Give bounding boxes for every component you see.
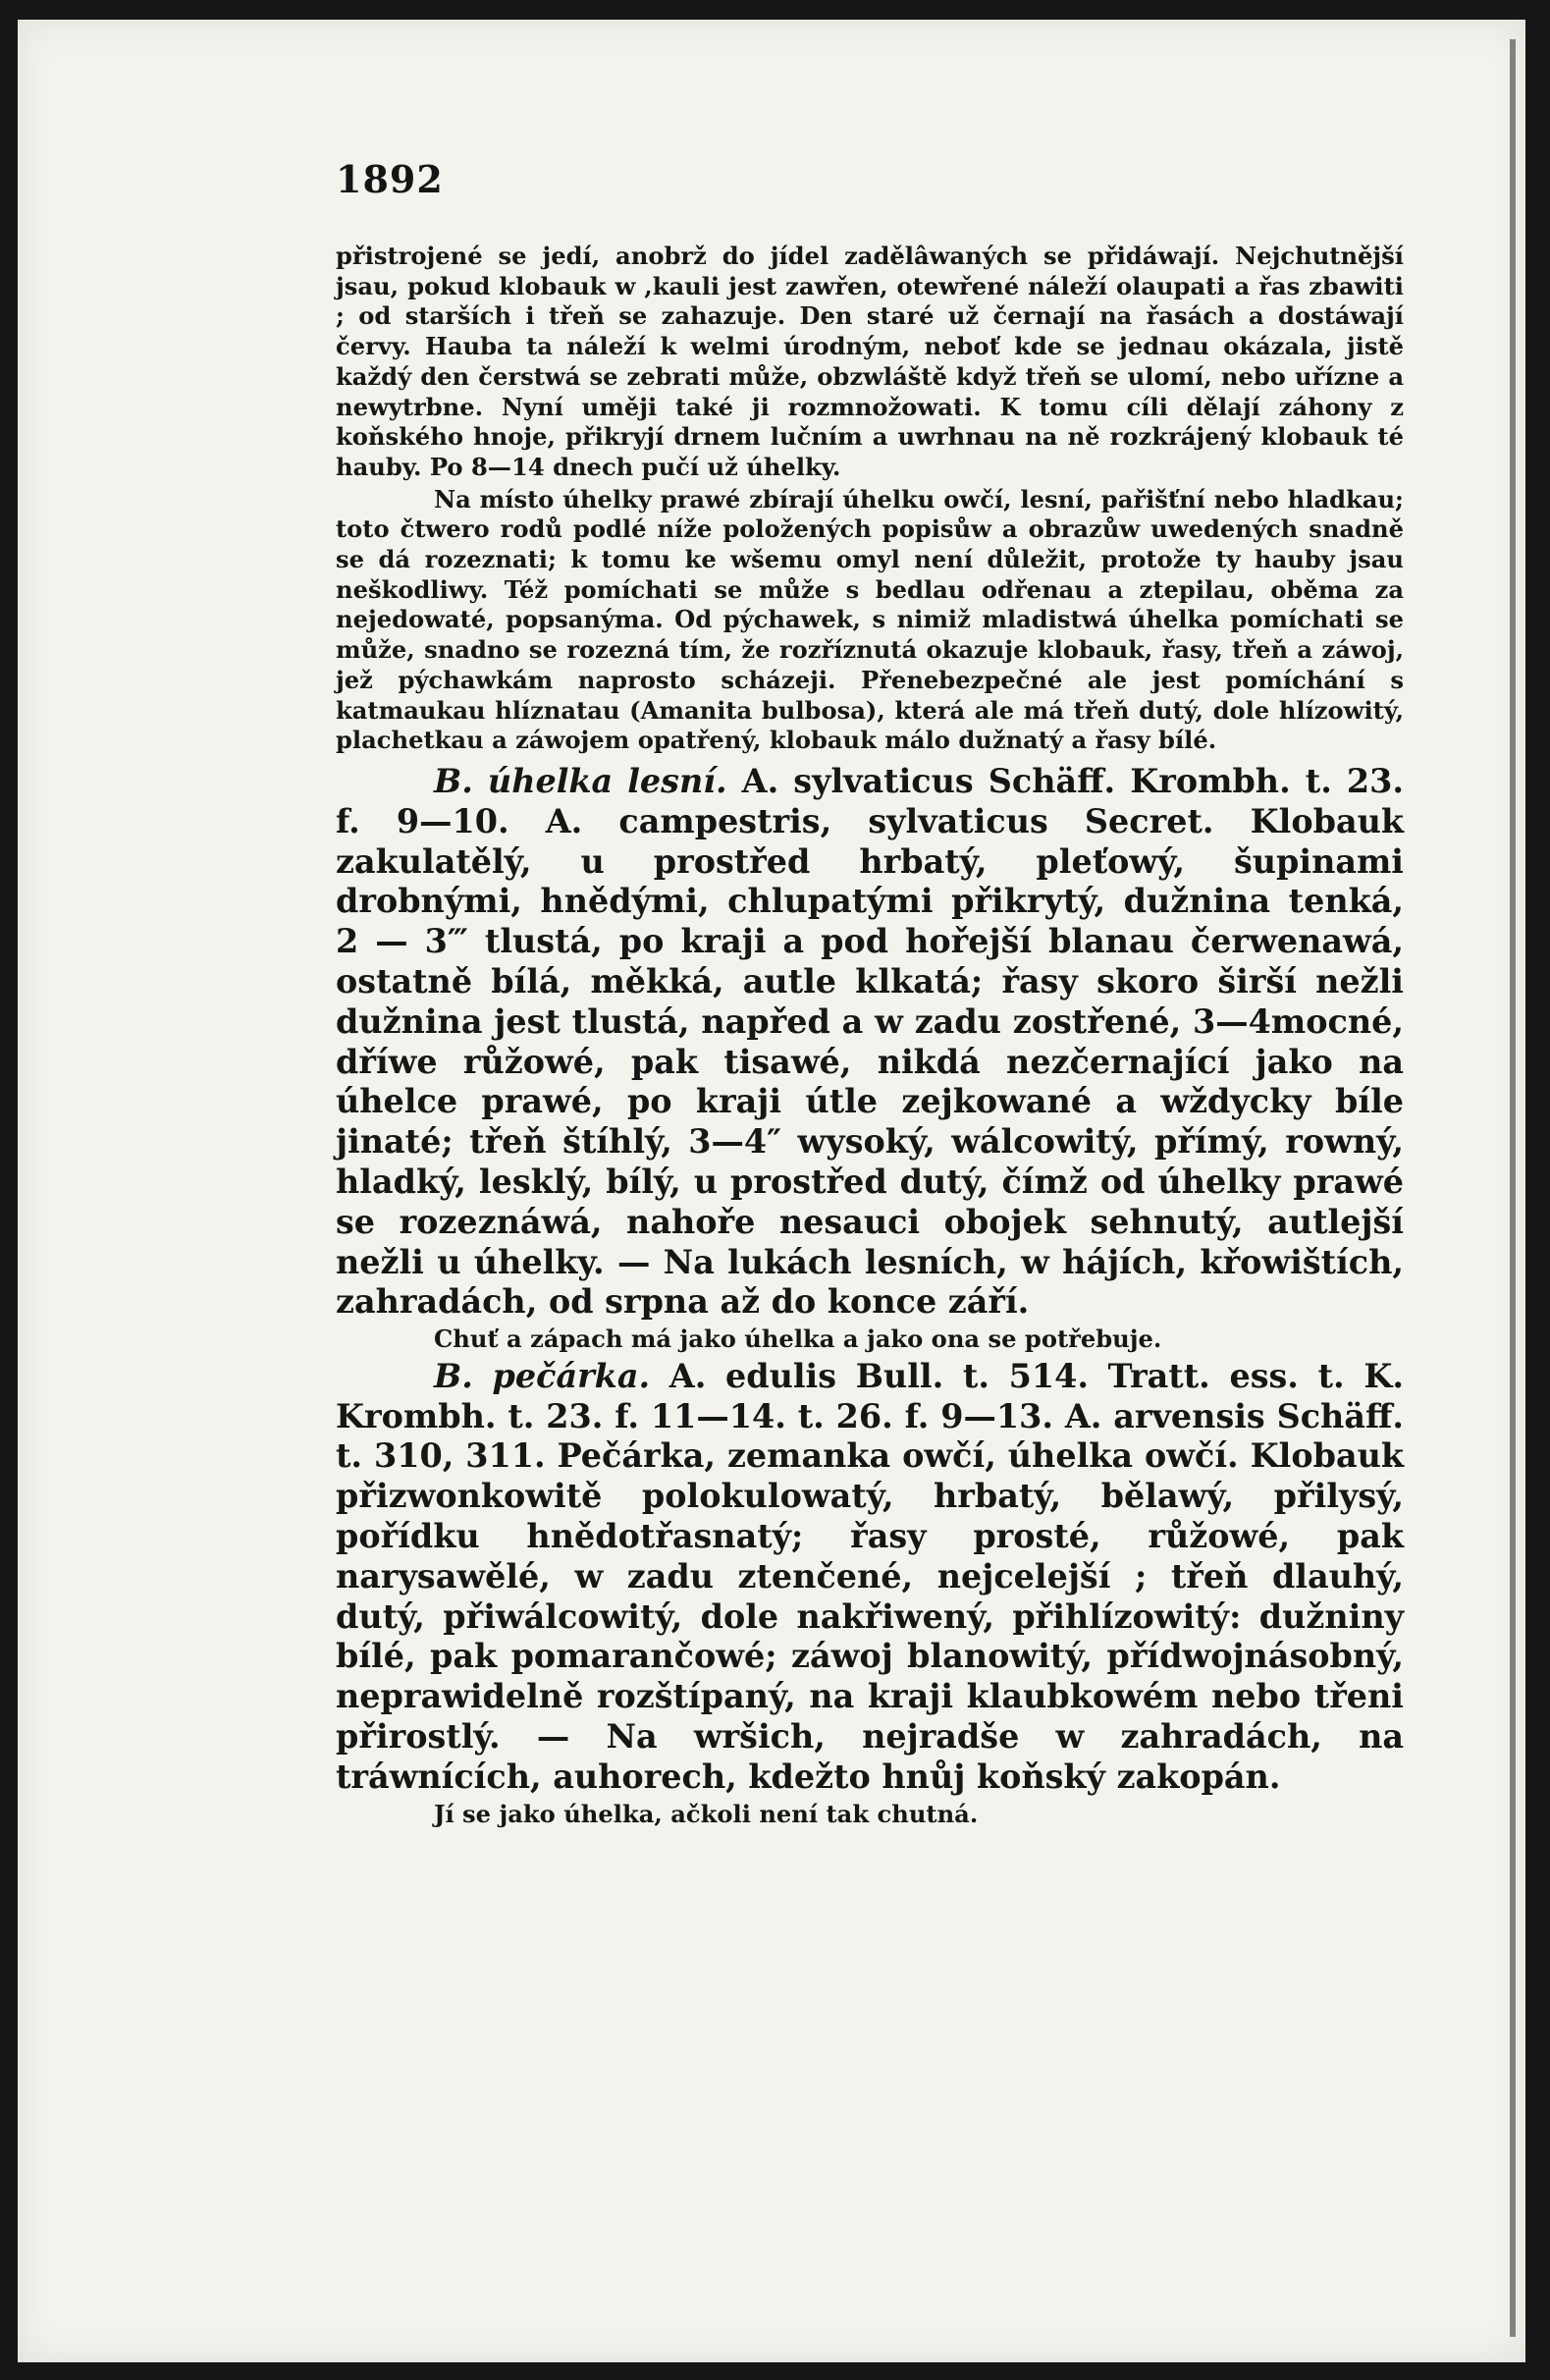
paragraph-species-lesni: [336, 762, 1404, 1323]
paragraph-taste-note: Chuť a zápach má jako úhelka a jako ona se potřebuje.: [434, 1325, 1162, 1354]
species-description-lesni: A. sylvaticus Schäff. Krombh. t. 23. f. 9—10. A. campestris, sylvaticus Secret. Klobauk zakulatělý, u prostřed hrbatý, pleťowý, šupinami drobnými, hnědými, chlupatými přikrytý, dužnina tenká, 2 — 3‴ tlustá, po kraji a pod hořejší blanau čerwenawá, ostatně bílá, měkká, autle klkatá; řasy skoro širší nežli dužnina jest tlustá, napřed a w zadu zostřené, 3—4mocné, dříwe růžowé, pak tisawé, nikdá nezčernající jako na úhelce prawé, po kraji útle zejkowané a wždycky bíle jinaté; třeň štíhlý, 3—4″ wysoký, wálcowitý, přímý, rowný, hladký, lesklý, bílý, u prostřed dutý, čímž od úhelky prawé se rozeznáwá, nahoře nesauci obojek sehnutý, autlejší nežli u úhelky. — Na lukách lesních, w hájích, křowištích, zahradách, od srpna až do konce září.: [336, 761, 1404, 1322]
species-heading-pecarka: B. pečárka.: [434, 1356, 651, 1395]
page-number: 1892: [336, 157, 444, 201]
page-body: [336, 242, 1404, 1829]
paragraph-confusion: Na místo úhelky prawé zbírají úhelku owčí, lesní, pařišťní nebo hladkau; toto čtwero rodů podlé níže položených popisůw a obrazůw uwedených snadně se dá rozeznati; k tomu ke wšemu omyl není důležit, protože ty hauby jsau neškodliwy. Též pomíchati se může s bedlau odřenau a ztepilau, oběma za nejedowaté, popsanýma. Od pýchawek, s nimiž mladistwá úhelka pomíchati se může, snadno se rozezná tím, že rozříznutá okazuje klobauk, řasy, třeň a záwoj, jež pýchawkám naprosto scházeji. Přenebezpečné ale jest pomíchání s katmaukau hlíznatau (Amanita bulbosa), která ale má třeň dutý, dole hlízowitý, plachetkau a záwojem opatřený, klobauk málo dužnatý a řasy bílé.: [336, 484, 1404, 755]
paragraph-intro: přistrojené se jedí, anobrž do jídel zadělâwaných se přidáwají. Nejchutnější jsau, pokud klobauk w ,kauli jest zawřen, otewřené náleží olaupati a řas zbawiti ; od starších i třeň se zahazuje. Den staré už černají na řasách a dostáwají červy. Hauba ta náleží k welmi úrodným, neboť kde se jednau okázala, jistě každý den čerstwá se zebrati může, obzwláště když třeň se ulomí, nebo uřízne a newytrbne. Nyní uměji také ji rozmnožowati. K tomu cíli dělají záhony z koňského hnoje, přikryjí drnem lučním a uwrhnau na ně rozkrájený klobauk té hauby. Po 8—14 dnech pučí už úhelky.: [336, 242, 1404, 481]
page-edge-shadow: [1510, 39, 1516, 2337]
paragraph-edibility-note: Jí se jako úhelka, ačkoli není tak chutná.: [434, 1799, 979, 1828]
species-heading-lesni: B. úhelka lesní.: [434, 761, 727, 800]
species-description-pecarka: A. edulis Bull. t. 514. Tratt. ess. t. K. Krombh. t. 23. f. 11—14. t. 26. f. 9—13. A. arvensis Schäff. t. 310, 311. Pečárka, zemanka owčí, úhelka owčí. Klobauk přizwonkowitě polokulowatý, hrbatý, bělawý, přilysý, pořídku hnědotřasnatý; řasy prosté, růžowé, pak narysawělé, w zadu ztenčené, nejcelejší ; třeň dlauhý, dutý, přiwálcowitý, dole nakřiwený, přihlízowitý: dužniny bílé, pak pomarančowé; záwoj blanowitý, přídwojnásobný, neprawidelně rozštípaný, na kraji klaubkowém nebo třeni přirostlý. — Na wršich, nejradše w zahradách, na tráwnících, auhorech, kdežto hnůj koňský zakopán.: [336, 1356, 1404, 1796]
paragraph-species-pecarka: [336, 1357, 1404, 1798]
